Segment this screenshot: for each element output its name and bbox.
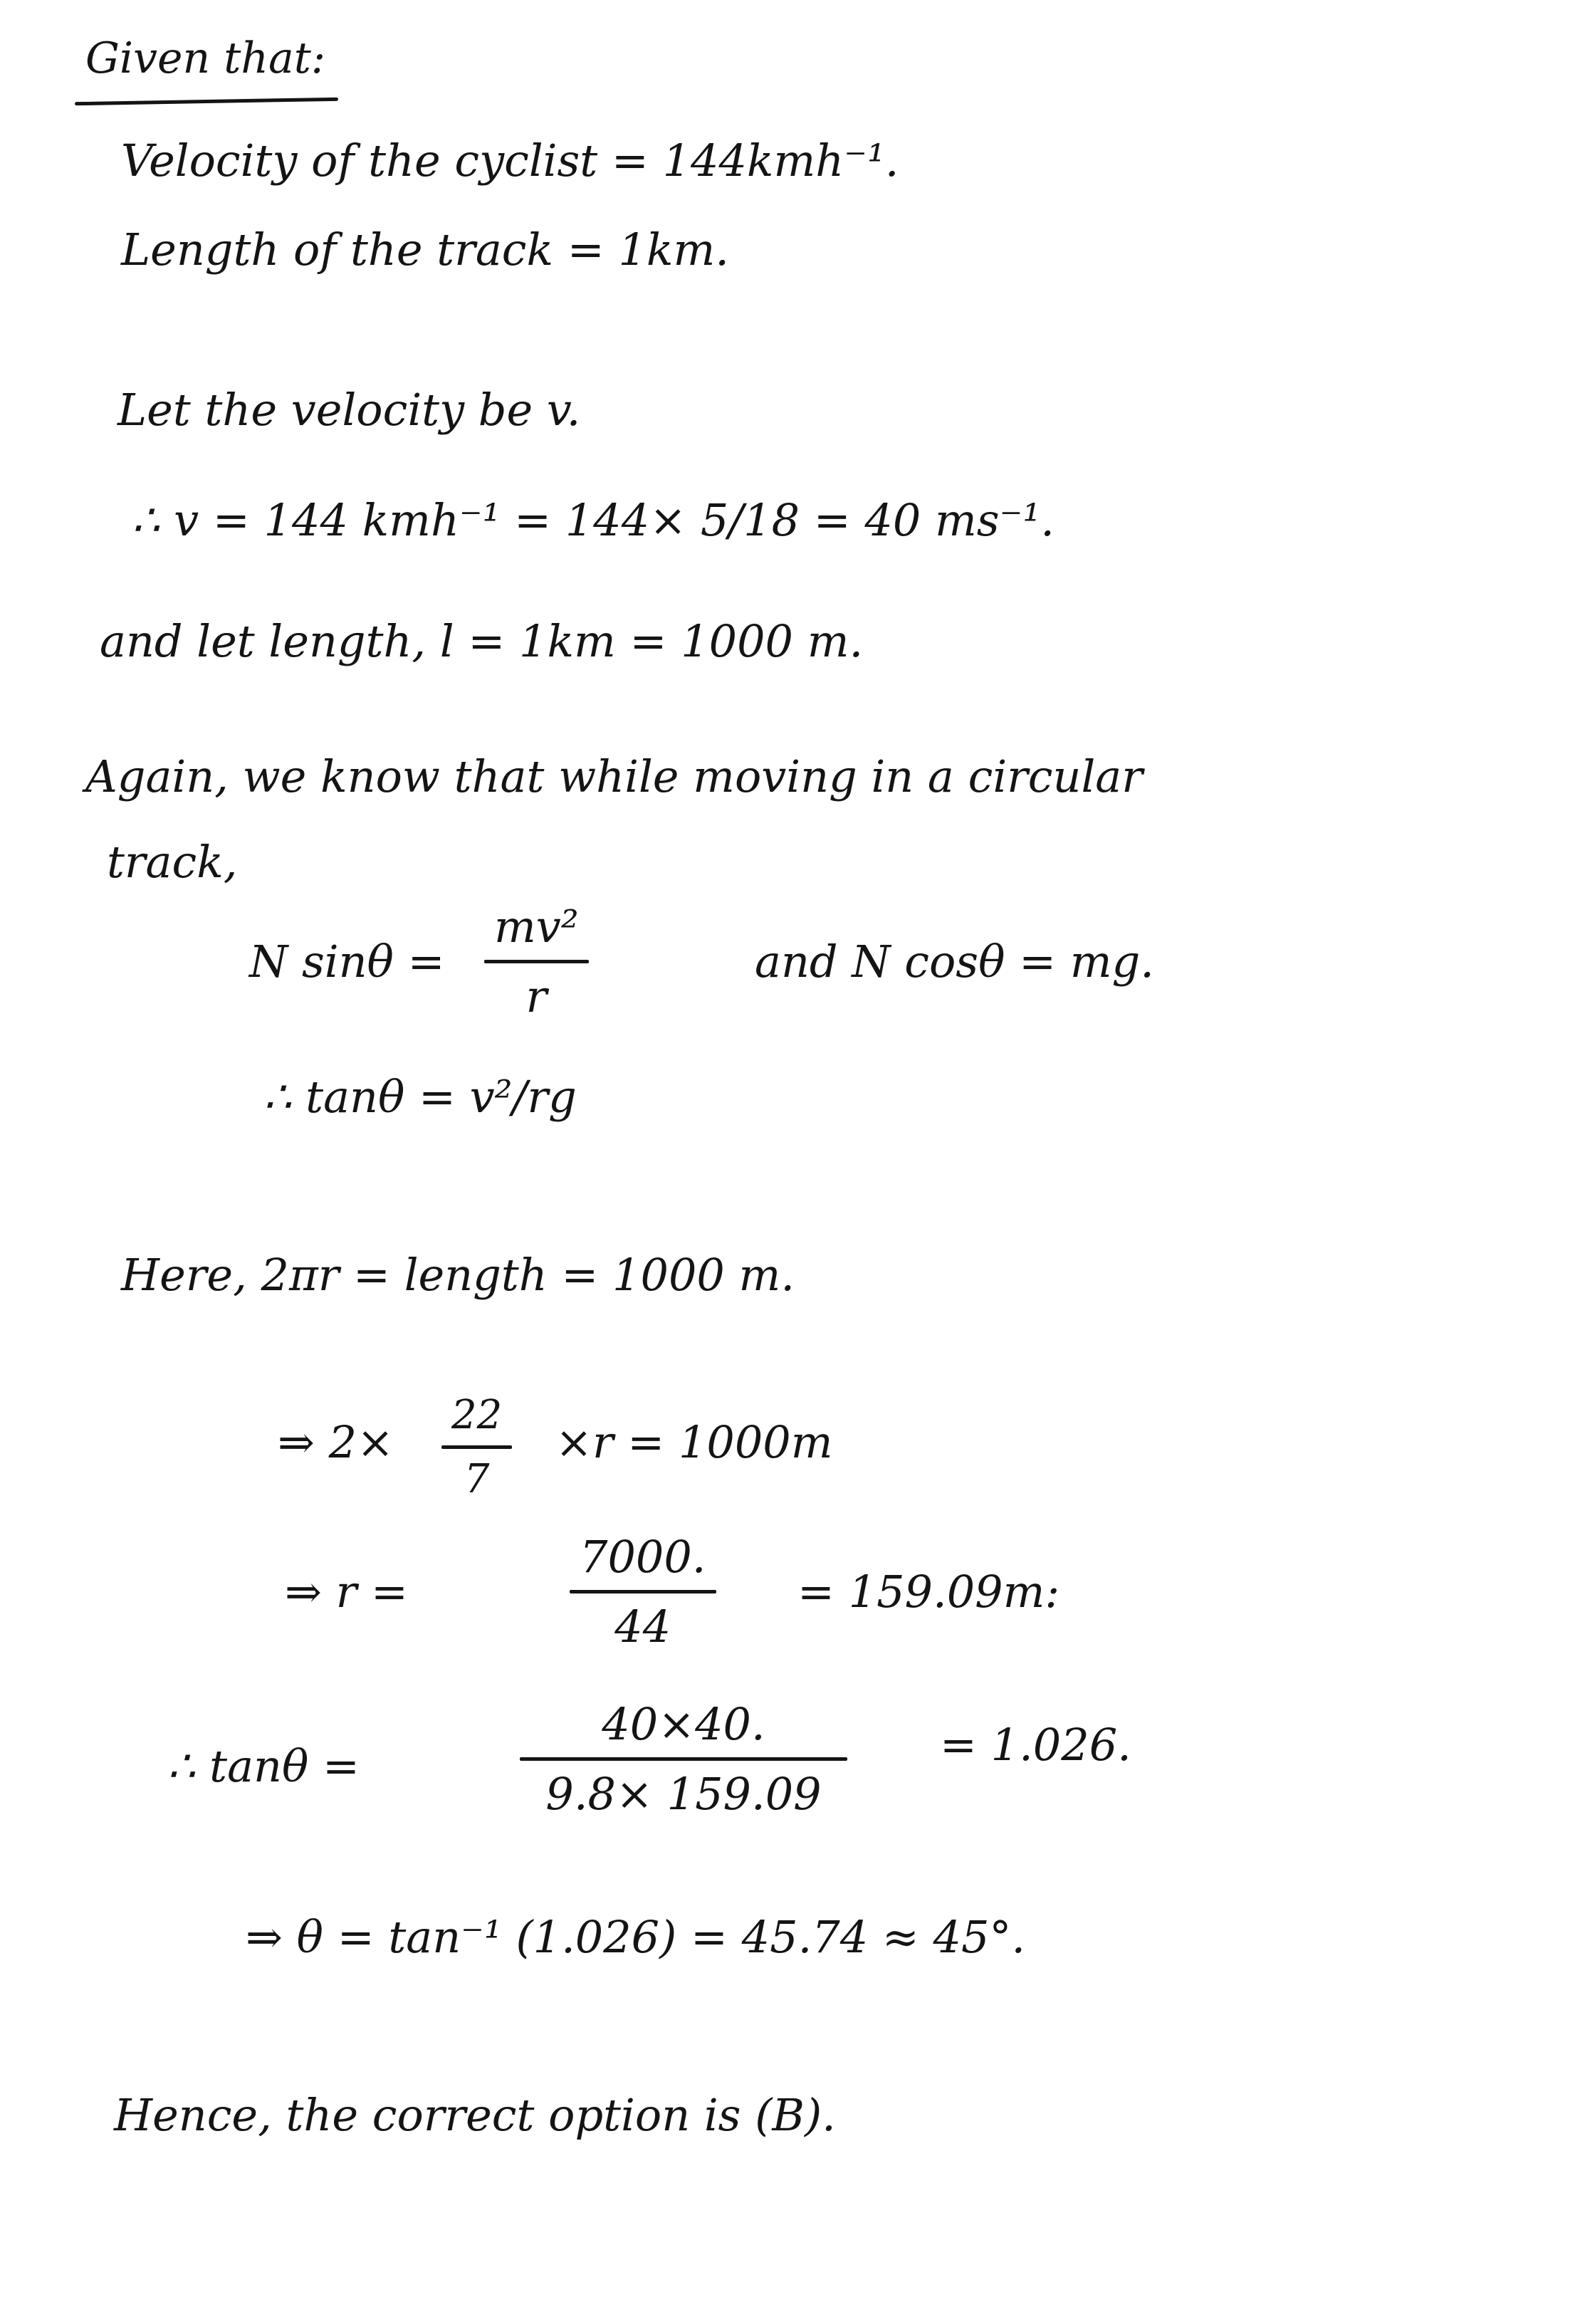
forces-rhs: and N cosθ = mg. (755, 936, 1154, 988)
let-length: and let length, l = 1km = 1000 m. (100, 615, 864, 667)
tan-value-lhs: ∴ tanθ = (167, 1740, 360, 1792)
forces-numerator: mv² (494, 901, 579, 953)
step1-numerator: 22 (451, 1392, 503, 1438)
let-velocity: Let the velocity be v. (117, 384, 581, 436)
forces-denominator: r (525, 970, 548, 1022)
step2-numerator: 7000. (580, 1531, 706, 1583)
tan-value-numerator: 40×40. (602, 1698, 765, 1750)
step2-fraction (570, 1531, 716, 1653)
step1-fraction (441, 1392, 512, 1502)
given-length: Length of the track = 1km. (121, 224, 729, 276)
step2-rhs: = 159.09m: (797, 1566, 1060, 1618)
tan-value-rhs: = 1.026. (940, 1719, 1131, 1771)
step1-lhs: ⇒ 2× (278, 1416, 394, 1468)
theta-result: ⇒ θ = tan⁻¹ (1.026) = 45.74 ≈ 45°. (246, 1911, 1026, 1963)
given-velocity: Velocity of the cyclist = 144kmh⁻¹. (121, 135, 899, 187)
step1-denominator: 7 (464, 1456, 490, 1502)
forces-fraction (484, 901, 589, 1022)
conclusion: Hence, the correct option is (B). (114, 2089, 836, 2141)
forces-lhs: N sinθ = (249, 936, 445, 988)
step1-rhs: ×r = 1000m (555, 1416, 833, 1468)
tan-value-denominator: 9.8× 159.09 (545, 1768, 822, 1820)
tan-relation: ∴ tanθ = v²/rg (263, 1071, 577, 1123)
again-line-2: track, (107, 836, 238, 888)
step2-lhs: ⇒ r = (285, 1566, 408, 1618)
tan-value-fraction (520, 1698, 847, 1820)
here-circumference: Here, 2πr = length = 1000 m. (121, 1249, 795, 1301)
step2-denominator: 44 (614, 1601, 671, 1653)
heading-underline (75, 98, 338, 105)
velocity-conversion: ∴ v = 144 kmh⁻¹ = 144× 5/18 = 40 ms⁻¹. (132, 494, 1055, 546)
again-line-1: Again, we know that while moving in a circular (85, 750, 1143, 802)
heading: Given that: (85, 33, 326, 83)
